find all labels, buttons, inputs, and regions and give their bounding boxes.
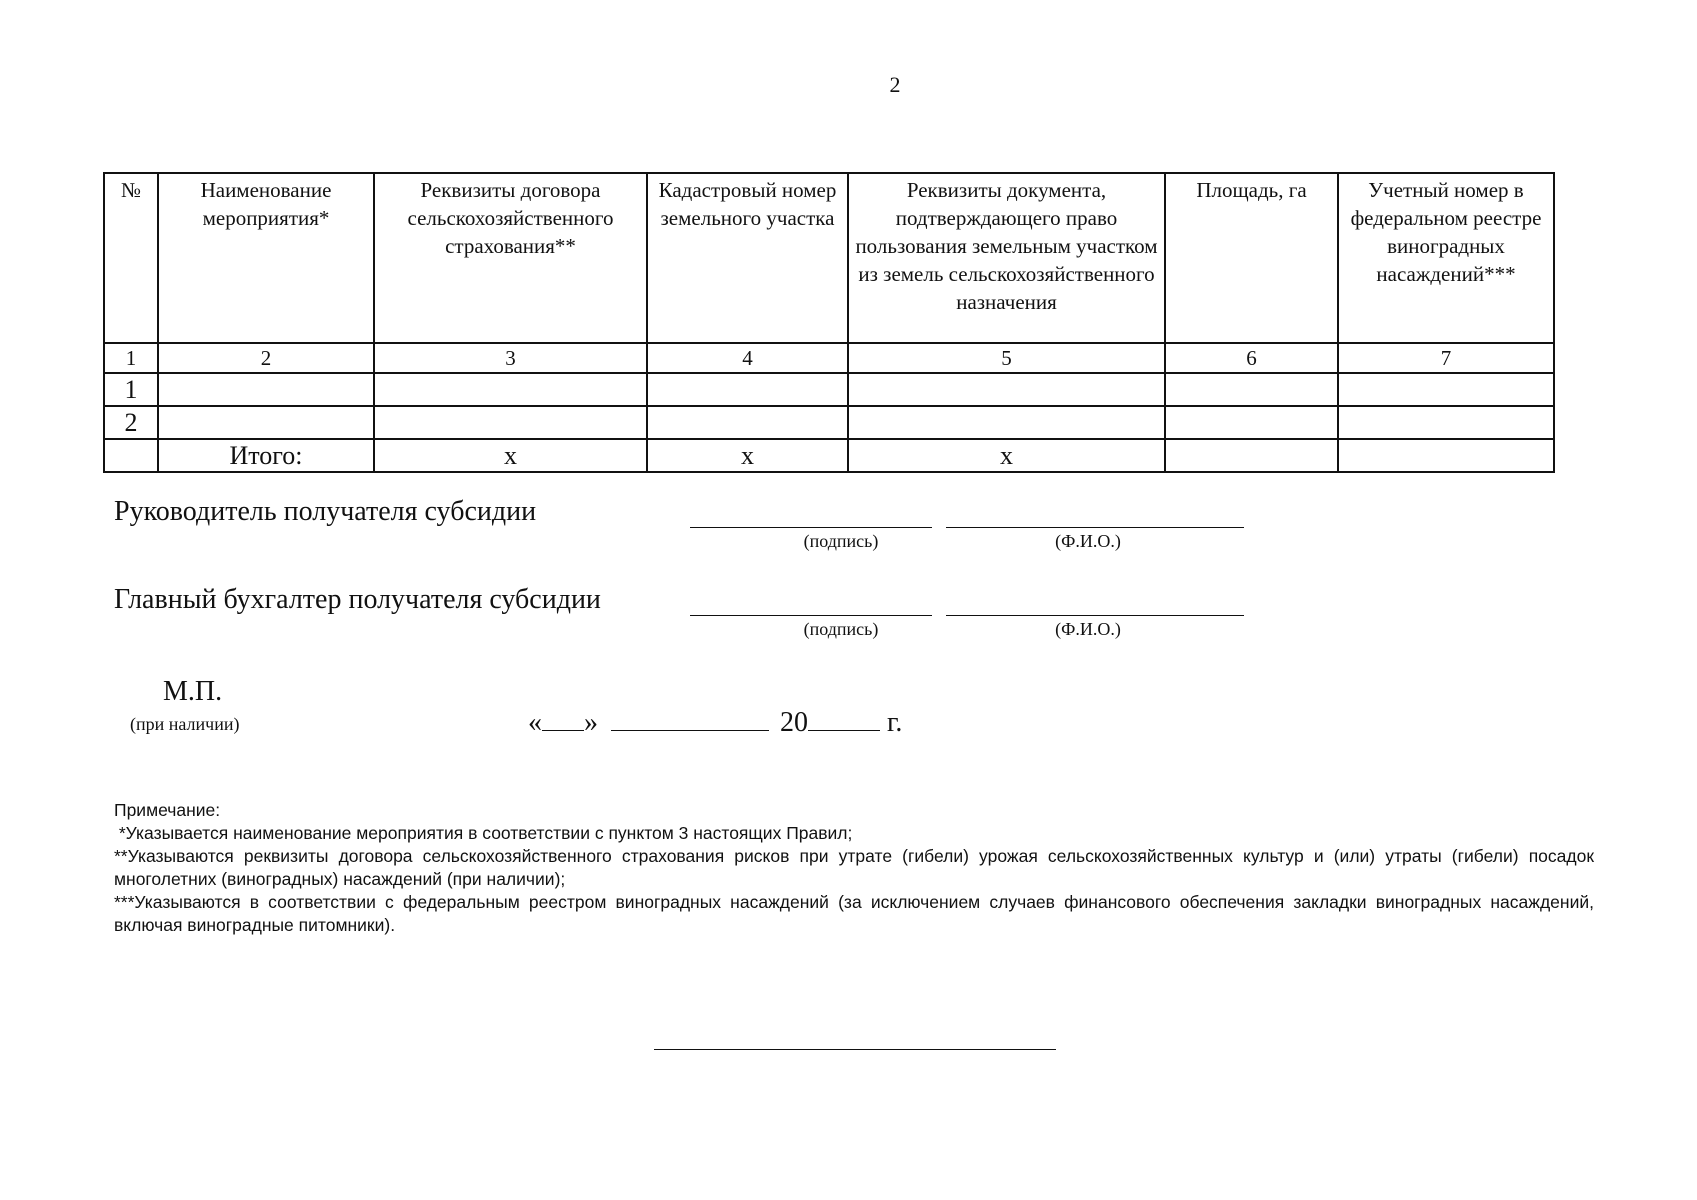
header-measure-name: Наименование мероприятия*: [158, 173, 374, 343]
row-number: 2: [104, 406, 158, 439]
table-cell[interactable]: [374, 406, 647, 439]
column-number: 2: [158, 343, 374, 373]
head-name-line[interactable]: [946, 527, 1244, 528]
notes-title: Примечание:: [114, 800, 221, 820]
bottom-divider: [654, 1049, 1056, 1050]
measures-table: [103, 172, 1555, 473]
header-cadastral-number: Кадастровый номер земельного участка: [647, 173, 848, 343]
table-cell[interactable]: [158, 373, 374, 406]
date-year-prefix: 20: [780, 707, 808, 738]
column-number: 5: [848, 343, 1165, 373]
table-header-row: [104, 173, 1554, 343]
accountant-name-caption: (Ф.И.О.): [1055, 619, 1121, 639]
page-number: 2: [889, 72, 901, 97]
column-number: 7: [1338, 343, 1554, 373]
head-name-caption: (Ф.И.О.): [1055, 531, 1121, 551]
table-cell[interactable]: [158, 406, 374, 439]
date-day-blank[interactable]: [542, 706, 584, 731]
total-cell[interactable]: [1338, 439, 1554, 472]
accountant-signature-caption: (подпись): [803, 619, 879, 639]
total-cell: x: [848, 439, 1165, 472]
column-number: 3: [374, 343, 647, 373]
table-row: [104, 406, 1554, 439]
column-number: 6: [1165, 343, 1338, 373]
notes-section: [114, 799, 1594, 937]
total-cell[interactable]: [1165, 439, 1338, 472]
accountant-name-line[interactable]: [946, 615, 1244, 616]
accountant-signature-label: Главный бухгалтер получателя субсидии: [114, 584, 601, 615]
date-suffix: г.: [887, 707, 903, 738]
date-line: [528, 706, 902, 739]
total-label: Итого:: [158, 439, 374, 472]
head-signature-line[interactable]: [690, 527, 932, 528]
table-cell[interactable]: [1338, 373, 1554, 406]
table-cell[interactable]: [374, 373, 647, 406]
header-area: Площадь, га: [1165, 173, 1338, 343]
header-land-right-document: Реквизиты документа, подтверждающего право пользования земельным участком из земель сельскохозяйственного назначения: [848, 173, 1165, 343]
header-registry-number: Учетный номер в федеральном реестре виноградных насаждений***: [1338, 173, 1554, 343]
row-number: 1: [104, 373, 158, 406]
table-cell[interactable]: [647, 373, 848, 406]
column-number: 4: [647, 343, 848, 373]
header-number: №: [104, 173, 158, 343]
total-cell: [104, 439, 158, 472]
date-open-quote: «: [528, 707, 542, 738]
table-cell[interactable]: [848, 406, 1165, 439]
column-number-row: [104, 343, 1554, 373]
note-item: **Указываются реквизиты договора сельскохозяйственного страхования рисков при утрате (гибели) урожая сельскохозяйственных культур и (или) утраты (гибели) посадок многолетних (виноградных) насаждений (при наличии);: [114, 846, 1594, 889]
stamp-caption: (при наличии): [130, 714, 240, 734]
total-cell: x: [374, 439, 647, 472]
table-row: [104, 373, 1554, 406]
note-item: *Указывается наименование мероприятия в соответствии с пунктом 3 настоящих Правил;: [114, 823, 853, 843]
table-cell[interactable]: [848, 373, 1165, 406]
date-month-blank[interactable]: [611, 706, 769, 731]
date-close-quote: »: [584, 707, 598, 738]
note-item: ***Указываются в соответствии с федеральным реестром виноградных насаждений (за исключением случаев финансового обеспечения закладки виноградных насаждений, включая виноградные питомники).: [114, 892, 1594, 935]
table-cell[interactable]: [1165, 373, 1338, 406]
table-cell[interactable]: [1165, 406, 1338, 439]
total-row: [104, 439, 1554, 472]
total-cell: x: [647, 439, 848, 472]
header-insurance-contract: Реквизиты договора сельскохозяйственного страхования**: [374, 173, 647, 343]
column-number: 1: [104, 343, 158, 373]
head-signature-caption: (подпись): [803, 531, 879, 551]
stamp-label: М.П.: [163, 676, 223, 707]
accountant-signature-line[interactable]: [690, 615, 932, 616]
table-cell[interactable]: [647, 406, 848, 439]
table-cell[interactable]: [1338, 406, 1554, 439]
date-year-blank[interactable]: [808, 706, 880, 731]
head-signature-label: Руководитель получателя субсидии: [114, 496, 537, 527]
